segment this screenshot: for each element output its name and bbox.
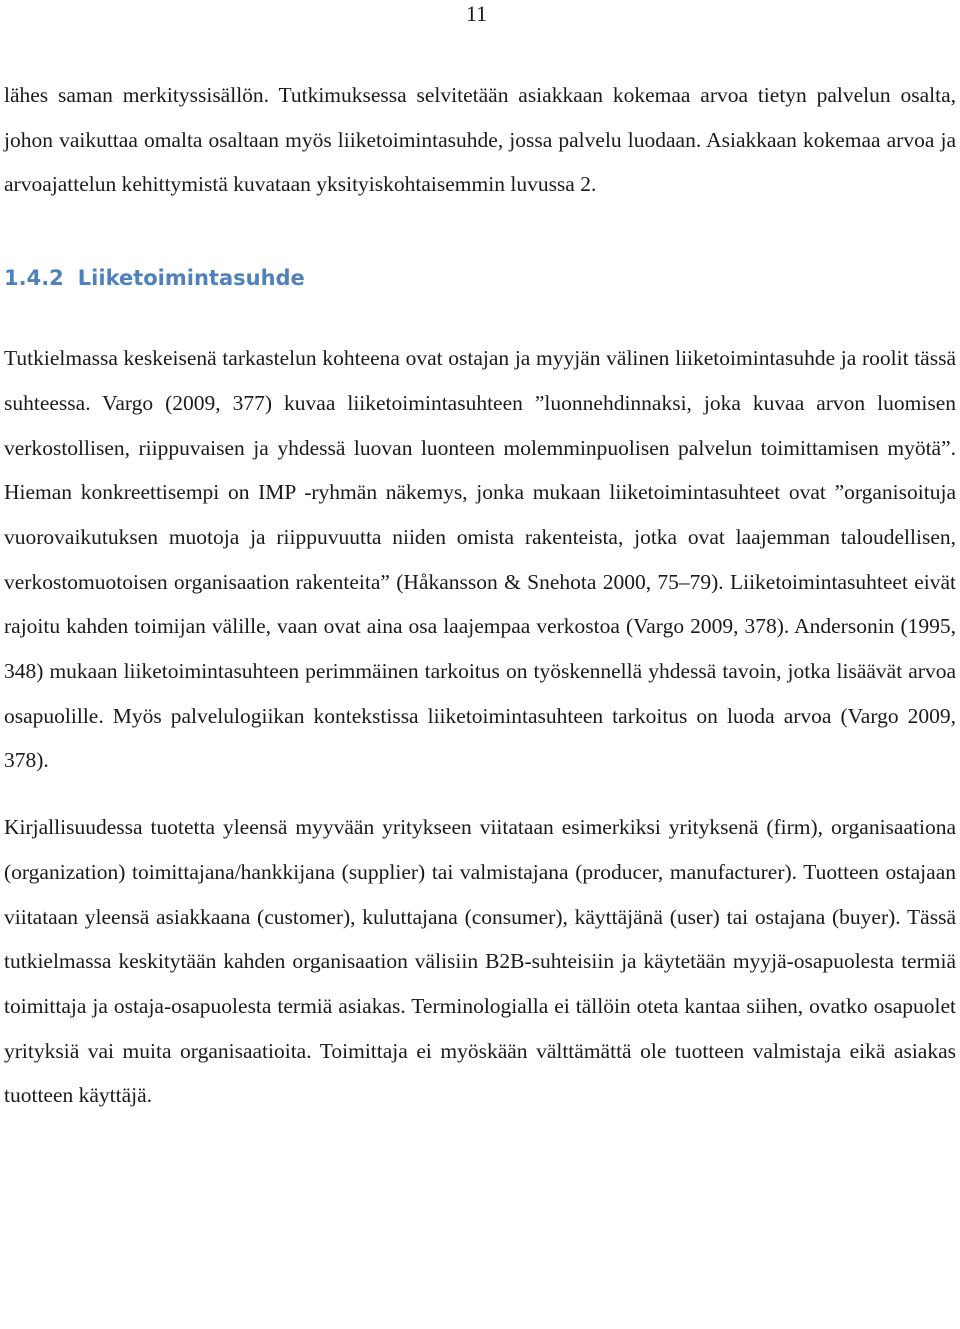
section-number: 1.4.2 (4, 266, 64, 291)
document-body (4, 73, 956, 1118)
section-heading (4, 264, 956, 292)
section-paragraph-2: Kirjallisuudessa tuotetta yleensä myyvään yritykseen viitataan esimerkiksi yrityksenä (firm), organisaationa (organization) toimittajana/hankkijana (supplier) tai valmistajana (producer, manufacturer). Tuotteen ostajaan viitataan yleensä asiakkaana (customer), kuluttajana (consumer), käyttäjänä (user) tai ostajana (buyer). Tässä tutkielmassa keskitytään kahden organisaation välisiin B2B-suhteisiin ja käytetään myyjä-osapuolesta termiä toimittaja ja ostaja-osapuolesta termiä asiakas. Terminologialla ei tällöin oteta kantaa siihen, ovatko osapuolet yrityksiä vai muita organisaatioita. Toimittaja ei myöskään välttämättä ole tuotteen valmistaja eikä asiakas tuotteen käyttäjä. (4, 815, 956, 1108)
section-title: Liiketoimintasuhde (77, 266, 305, 291)
page-number: 11 (466, 1, 488, 26)
intro-paragraph: lähes saman merkityssisällön. Tutkimuksessa selvitetään asiakkaan kokemaa arvoa tietyn palvelun osalta, johon vaikuttaa omalta osaltaan myös liiketoimintasuhde, jossa palvelu luodaan. Asiakkaan kokemaa arvoa ja arvoajattelun kehittymistä kuvataan yksityiskohtaisemmin luvussa 2. (4, 83, 956, 197)
section-paragraph-1: Tutkielmassa keskeisenä tarkastelun kohteena ovat ostajan ja myyjän välinen liiketoimintasuhde ja roolit tässä suhteessa. Vargo (2009, 377) kuvaa liiketoimintasuhteen ”luonnehdinnaksi, joka kuvaa arvon luomisen verkostollisen, riippuvaisen ja yhdessä luovan luonteen molemminpuolisen palvelun toimittamisen myötä”. Hieman konkreettisempi on IMP -ryhmän näkemys, jonka mukaan liiketoimintasuhteet ovat ”organisoituja vuorovaikutuksen muotoja ja riippuvuutta niiden omista rakenteista, jotka ovat laajemman taloudellisen, verkostomuotoisen organisaation rakenteita” (Håkansson & Snehota 2000, 75–79). Liiketoimintasuhteet eivät rajoitu kahden toimijan välille, vaan ovat aina osa laajempaa verkostoa (Vargo 2009, 378). Andersonin (1995, 348) mukaan liiketoimintasuhteen perimmäinen tarkoitus on työskennellä yhdessä tavoin, jotka lisäävät arvoa osapuolille. Myös palvelulogiikan kontekstissa liiketoimintasuhteen tarkoitus on luoda arvoa (Vargo 2009, 378). (4, 346, 956, 773)
